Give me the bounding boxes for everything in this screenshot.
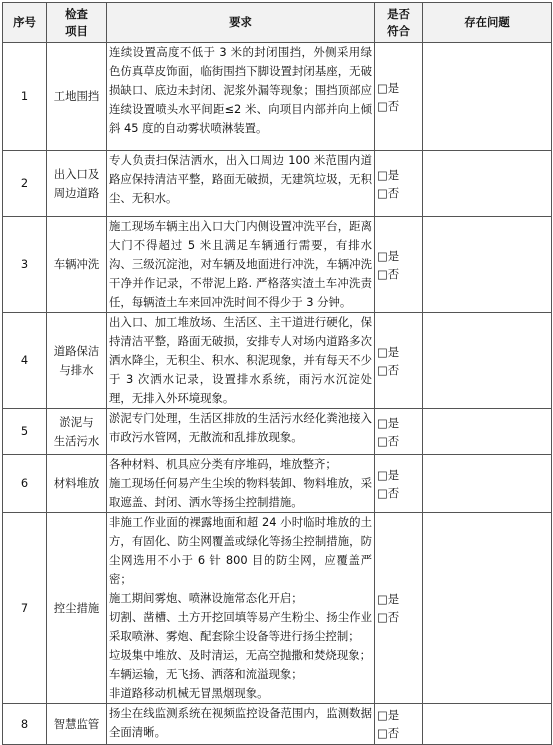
row-serial-number: 7	[3, 513, 47, 704]
row-issues-field[interactable]	[423, 409, 552, 455]
header-conformity	[375, 3, 423, 43]
row-requirement	[107, 217, 375, 313]
table-row	[3, 409, 552, 455]
table-row	[3, 217, 552, 313]
header-requirement: 要求	[107, 3, 375, 43]
header-serial-number: 序号	[3, 3, 47, 43]
row-check-item	[47, 217, 107, 313]
requirement-text: 连续设置高度不低于 3 米的封闭围挡，外侧采用绿色仿真草皮饰面，临街围挡下脚设置封闭基座，无破损缺口、底边未封闭、泥浆外漏等现象；围挡顶部应连续设置喷头水平间距≤2 米、向项目内部并向上倾斜 45 度的自动雾状喷淋装置。	[109, 45, 372, 135]
row-conformity	[375, 217, 423, 313]
header-issues: 存在问题	[423, 3, 552, 43]
row-requirement	[107, 513, 375, 704]
check-item-line: 材料堆放	[53, 476, 100, 490]
row-requirement	[107, 43, 375, 151]
header-conformity-line: 是否	[387, 6, 410, 21]
row-conformity	[375, 409, 423, 455]
row-requirement	[107, 704, 375, 745]
row-conformity	[375, 43, 423, 151]
conform-no-checkbox[interactable]: □否	[377, 726, 400, 740]
requirement-text: 车辆运输，无飞扬、洒落和流溢现象；	[109, 667, 303, 681]
row-serial-number: 3	[3, 217, 47, 313]
row-check-item	[47, 704, 107, 745]
requirement-text: 施工期间雾炮、喷淋设施常态化开启；	[109, 591, 303, 605]
conform-no-checkbox[interactable]: □否	[377, 610, 400, 624]
row-requirement	[107, 313, 375, 409]
conform-yes-checkbox[interactable]: □是	[377, 167, 400, 182]
check-item-line: 淤泥与	[59, 414, 94, 429]
row-conformity	[375, 455, 423, 513]
table-row	[3, 313, 552, 409]
row-serial-number: 1	[3, 43, 47, 151]
row-check-item	[47, 513, 107, 704]
conform-yes-checkbox[interactable]: □是	[377, 80, 400, 95]
check-item-line: 与排水	[59, 362, 94, 377]
conform-yes-checkbox[interactable]: □是	[377, 248, 400, 263]
check-item-line: 智慧监管	[53, 716, 100, 731]
row-conformity	[375, 151, 423, 217]
row-check-item	[47, 409, 107, 455]
table-row	[3, 704, 552, 745]
row-issues-field[interactable]	[423, 313, 552, 409]
row-serial-number: 2	[3, 151, 47, 217]
check-item-line: 出入口及	[53, 166, 100, 181]
row-requirement	[107, 409, 375, 455]
row-conformity	[375, 513, 423, 704]
header-check-item-line: 检查	[65, 6, 88, 21]
row-check-item	[47, 455, 107, 513]
row-check-item	[47, 313, 107, 409]
requirement-text: 扬尘在线监测系统在视频监控设备范围内，监测数据全面清晰。	[109, 706, 372, 739]
row-requirement	[107, 151, 375, 217]
row-issues-field[interactable]	[423, 455, 552, 513]
row-serial-number: 5	[3, 409, 47, 455]
conform-no-checkbox[interactable]: □否	[377, 185, 400, 200]
row-serial-number: 4	[3, 313, 47, 409]
conform-yes-checkbox[interactable]: □是	[377, 415, 400, 430]
requirement-text: 专人负责扫保洁洒水，出入口周边 100 米范围内道路应保持清洁平整，路面无破损，无建筑垃圾，无积尘、无积水。	[109, 153, 372, 205]
table-row	[3, 513, 552, 704]
conform-no-checkbox[interactable]: □否	[377, 266, 400, 281]
requirement-text: 切割、凿槽、土方开挖回填等易产生粉尘、扬尘作业采取喷淋、雾炮、配套除尘设备等进行扬尘控制；	[109, 610, 372, 643]
inspection-checklist-table	[2, 2, 552, 745]
row-check-item	[47, 151, 107, 217]
conform-no-checkbox[interactable]: □否	[377, 98, 400, 113]
conform-yes-checkbox[interactable]: □是	[377, 592, 400, 606]
requirement-text: 施工现场任何易产生尘埃的物料装卸、物料堆放，采取遮盖、封闭、洒水等扬尘控制措施。	[109, 476, 372, 509]
table-row	[3, 151, 552, 217]
header-conformity-line: 符合	[387, 23, 410, 38]
conform-no-checkbox[interactable]: □否	[377, 362, 400, 377]
row-conformity	[375, 704, 423, 745]
requirement-text: 非施工作业面的裸露地面和超 24 小时临时堆放的土方，有固化、防尘网覆盖或绿化等扬尘控制措施，防尘网选用不小于 6 针 800 目的防尘网，应覆盖严密；	[109, 515, 372, 586]
requirement-text: 各种材料、机具应分类有序堆码，堆放整齐；	[109, 457, 337, 471]
check-item-line: 车辆冲洗	[53, 257, 100, 271]
conform-yes-checkbox[interactable]: □是	[377, 708, 400, 722]
table-row	[3, 455, 552, 513]
conform-yes-checkbox[interactable]: □是	[377, 467, 400, 482]
conform-no-checkbox[interactable]: □否	[377, 433, 400, 448]
row-conformity	[375, 313, 423, 409]
requirement-text: 淤泥专门处理，生活区排放的生活污水经化粪池接入市政污水管网，无散流和乱排放现象。	[109, 411, 372, 444]
row-issues-field[interactable]	[423, 151, 552, 217]
table-row	[3, 43, 552, 151]
header-check-item	[47, 3, 107, 43]
conform-yes-checkbox[interactable]: □是	[377, 344, 400, 359]
row-serial-number: 8	[3, 704, 47, 745]
row-issues-field[interactable]	[423, 217, 552, 313]
requirement-text: 施工现场车辆主出入口大门内侧设置冲洗平台，距离大门不得超过 5 米且满足车辆通行需要，有排水沟、三级沉淀池，对车辆及地面进行冲洗，车辆冲洗干净并作记录，不带泥上路. 严格落实渣土车冲洗责任，每辆渣土车来回冲洗时间不得少于 3 分钟。	[109, 219, 372, 309]
check-item-line: 周边道路	[53, 185, 100, 200]
row-serial-number: 6	[3, 455, 47, 513]
row-check-item	[47, 43, 107, 151]
header-row	[3, 3, 552, 43]
row-requirement	[107, 455, 375, 513]
requirement-text: 垃圾集中堆放、及时清运，无高空抛撒和焚烧现象；	[109, 648, 371, 662]
header-check-item-line: 项目	[65, 23, 88, 38]
row-issues-field[interactable]	[423, 513, 552, 704]
requirement-text: 出入口、加工堆放场、生活区、主干道进行硬化，保持清洁平整，路面无破损，安排专人对场内道路多次洒水降尘，无积尘、积水、积泥现象，并有每天不少于 3 次洒水记录，设置排水系统，雨污水沉淀处理，无排入外环境现象。	[109, 315, 372, 405]
conform-no-checkbox[interactable]: □否	[377, 485, 400, 500]
check-item-line: 控尘措施	[53, 600, 100, 615]
check-item-line: 工地围挡	[53, 89, 100, 103]
requirement-text: 非道路移动机械无冒黑烟现象。	[109, 686, 269, 700]
check-item-line: 生活污水	[53, 433, 100, 448]
row-issues-field[interactable]	[423, 704, 552, 745]
check-item-line: 道路保洁	[53, 343, 100, 358]
row-issues-field[interactable]	[423, 43, 552, 151]
